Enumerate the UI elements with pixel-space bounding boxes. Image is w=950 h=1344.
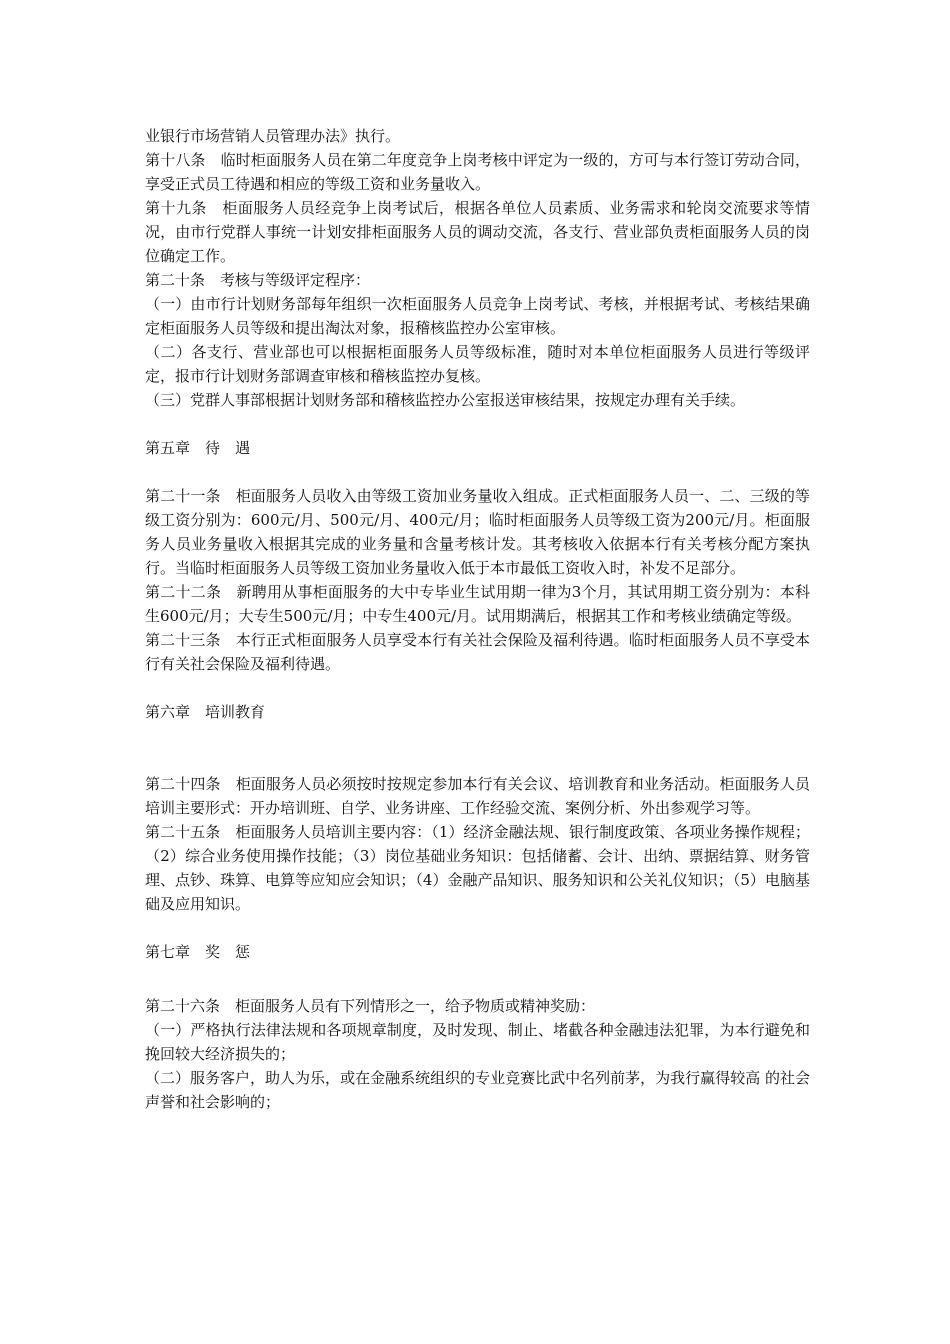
spacer <box>145 964 810 994</box>
spacer <box>145 916 810 940</box>
paragraph-continuation: 业银行市场营销人员管理办法》执行。 <box>145 127 401 145</box>
article-20-item-3: （三）党群人事部根据计划财务部和稽核监控办公室报送审核结果，按规定办理有关手续。 <box>145 391 746 409</box>
chapter-7-heading: 第七章 奖 惩 <box>145 943 251 961</box>
article-26: 第二十六条 柜面服务人员有下列情形之一，给予物质或精神奖励： <box>145 997 596 1015</box>
article-23: 第二十三条 本行正式柜面服务人员享受本行有关社会保险及福利待遇。临时柜面服务人员不享受本行有关社会保险及福利待遇。 <box>145 631 810 673</box>
chapter-5-heading: 第五章 待 遇 <box>145 439 251 457</box>
article-20-item-1: （一）由市行计划财务部每年组织一次柜面服务人员竞争上岗考试、考核，并根据考试、考核结果确定柜面服务人员等级和提出淘汰对象，报稽核监控办公室审核。 <box>145 295 810 337</box>
article-22: 第二十二条 新聘用从事柜面服务的大中专毕业生试用期一律为3个月，其试用期工资分别为：本科生600元/月；大专生500元/月；中专生400元/月。试用期满后，根据其工作和考核业绩确定等级。 <box>145 583 810 625</box>
article-19: 第十九条 柜面服务人员经竞争上岗考试后，根据各单位人员素质、业务需求和轮岗交流要求等情况，由市行党群人事统一计划安排柜面服务人员的调动交流，各支行、营业部负责柜面服务人员的岗位确定工作。 <box>145 199 810 265</box>
spacer <box>145 460 810 484</box>
article-24: 第二十四条 柜面服务人员必须按时按规定参加本行有关会议、培训教育和业务活动。柜面服务人员培训主要形式：开办培训班、自学、业务讲座、工作经验交流、案例分析、外出参观学习等。 <box>145 775 810 817</box>
document-page <box>145 124 810 1114</box>
article-20: 第二十条 考核与等级评定程序： <box>145 271 371 289</box>
spacer <box>145 676 810 700</box>
article-26-item-2: （二）服务客户，助人为乐，或在金融系统组织的专业竞赛比武中名列前茅，为我行赢得较高 的社会声誉和社会影响的； <box>145 1069 810 1111</box>
article-18: 第十八条 临时柜面服务人员在第二年度竞争上岗考核中评定为一级的，方可与本行签订劳动合同，享受正式员工待遇和相应的等级工资和业务量收入。 <box>145 151 810 193</box>
chapter-6-heading: 第六章 培训教育 <box>145 703 266 721</box>
article-26-item-1: （一）严格执行法律法规和各项规章制度，及时发现、制止、堵截各种金融违法犯罪，为本行避免和挽回较大经济损失的； <box>145 1021 810 1063</box>
spacer <box>145 724 810 772</box>
article-20-item-2: （二）各支行、营业部也可以根据柜面服务人员等级标准，随时对本单位柜面服务人员进行等级评定，报市行计划财务部调查审核和稽核监控办复核。 <box>145 343 810 385</box>
spacer <box>145 412 810 436</box>
article-21: 第二十一条 柜面服务人员收入由等级工资加业务量收入组成。正式柜面服务人员一、二、三级的等级工资分别为：600元/月、500元/月、400元/月；临时柜面服务人员等级工资为200元/月。柜面服务人员业务量收入根据其完成的业务量和含量考核计发。其考核收入依据本行有关考核分配方案执行。当临时柜面服务人员等级工资加业务量收入低于本市最低工资收入时，补发不足部分。 <box>145 487 810 577</box>
article-25: 第二十五条 柜面服务人员培训主要内容：（1）经济金融法规、银行制度政策、各项业务操作规程；（2）综合业务使用操作技能；（3）岗位基础业务知识：包括储蓄、会计、出纳、票据结算、财务管理、点钞、珠算、电算等应知应会知识；（4）金融产品知识、服务知识和公关礼仪知识；（5）电脑基础及应用知识。 <box>145 823 810 913</box>
